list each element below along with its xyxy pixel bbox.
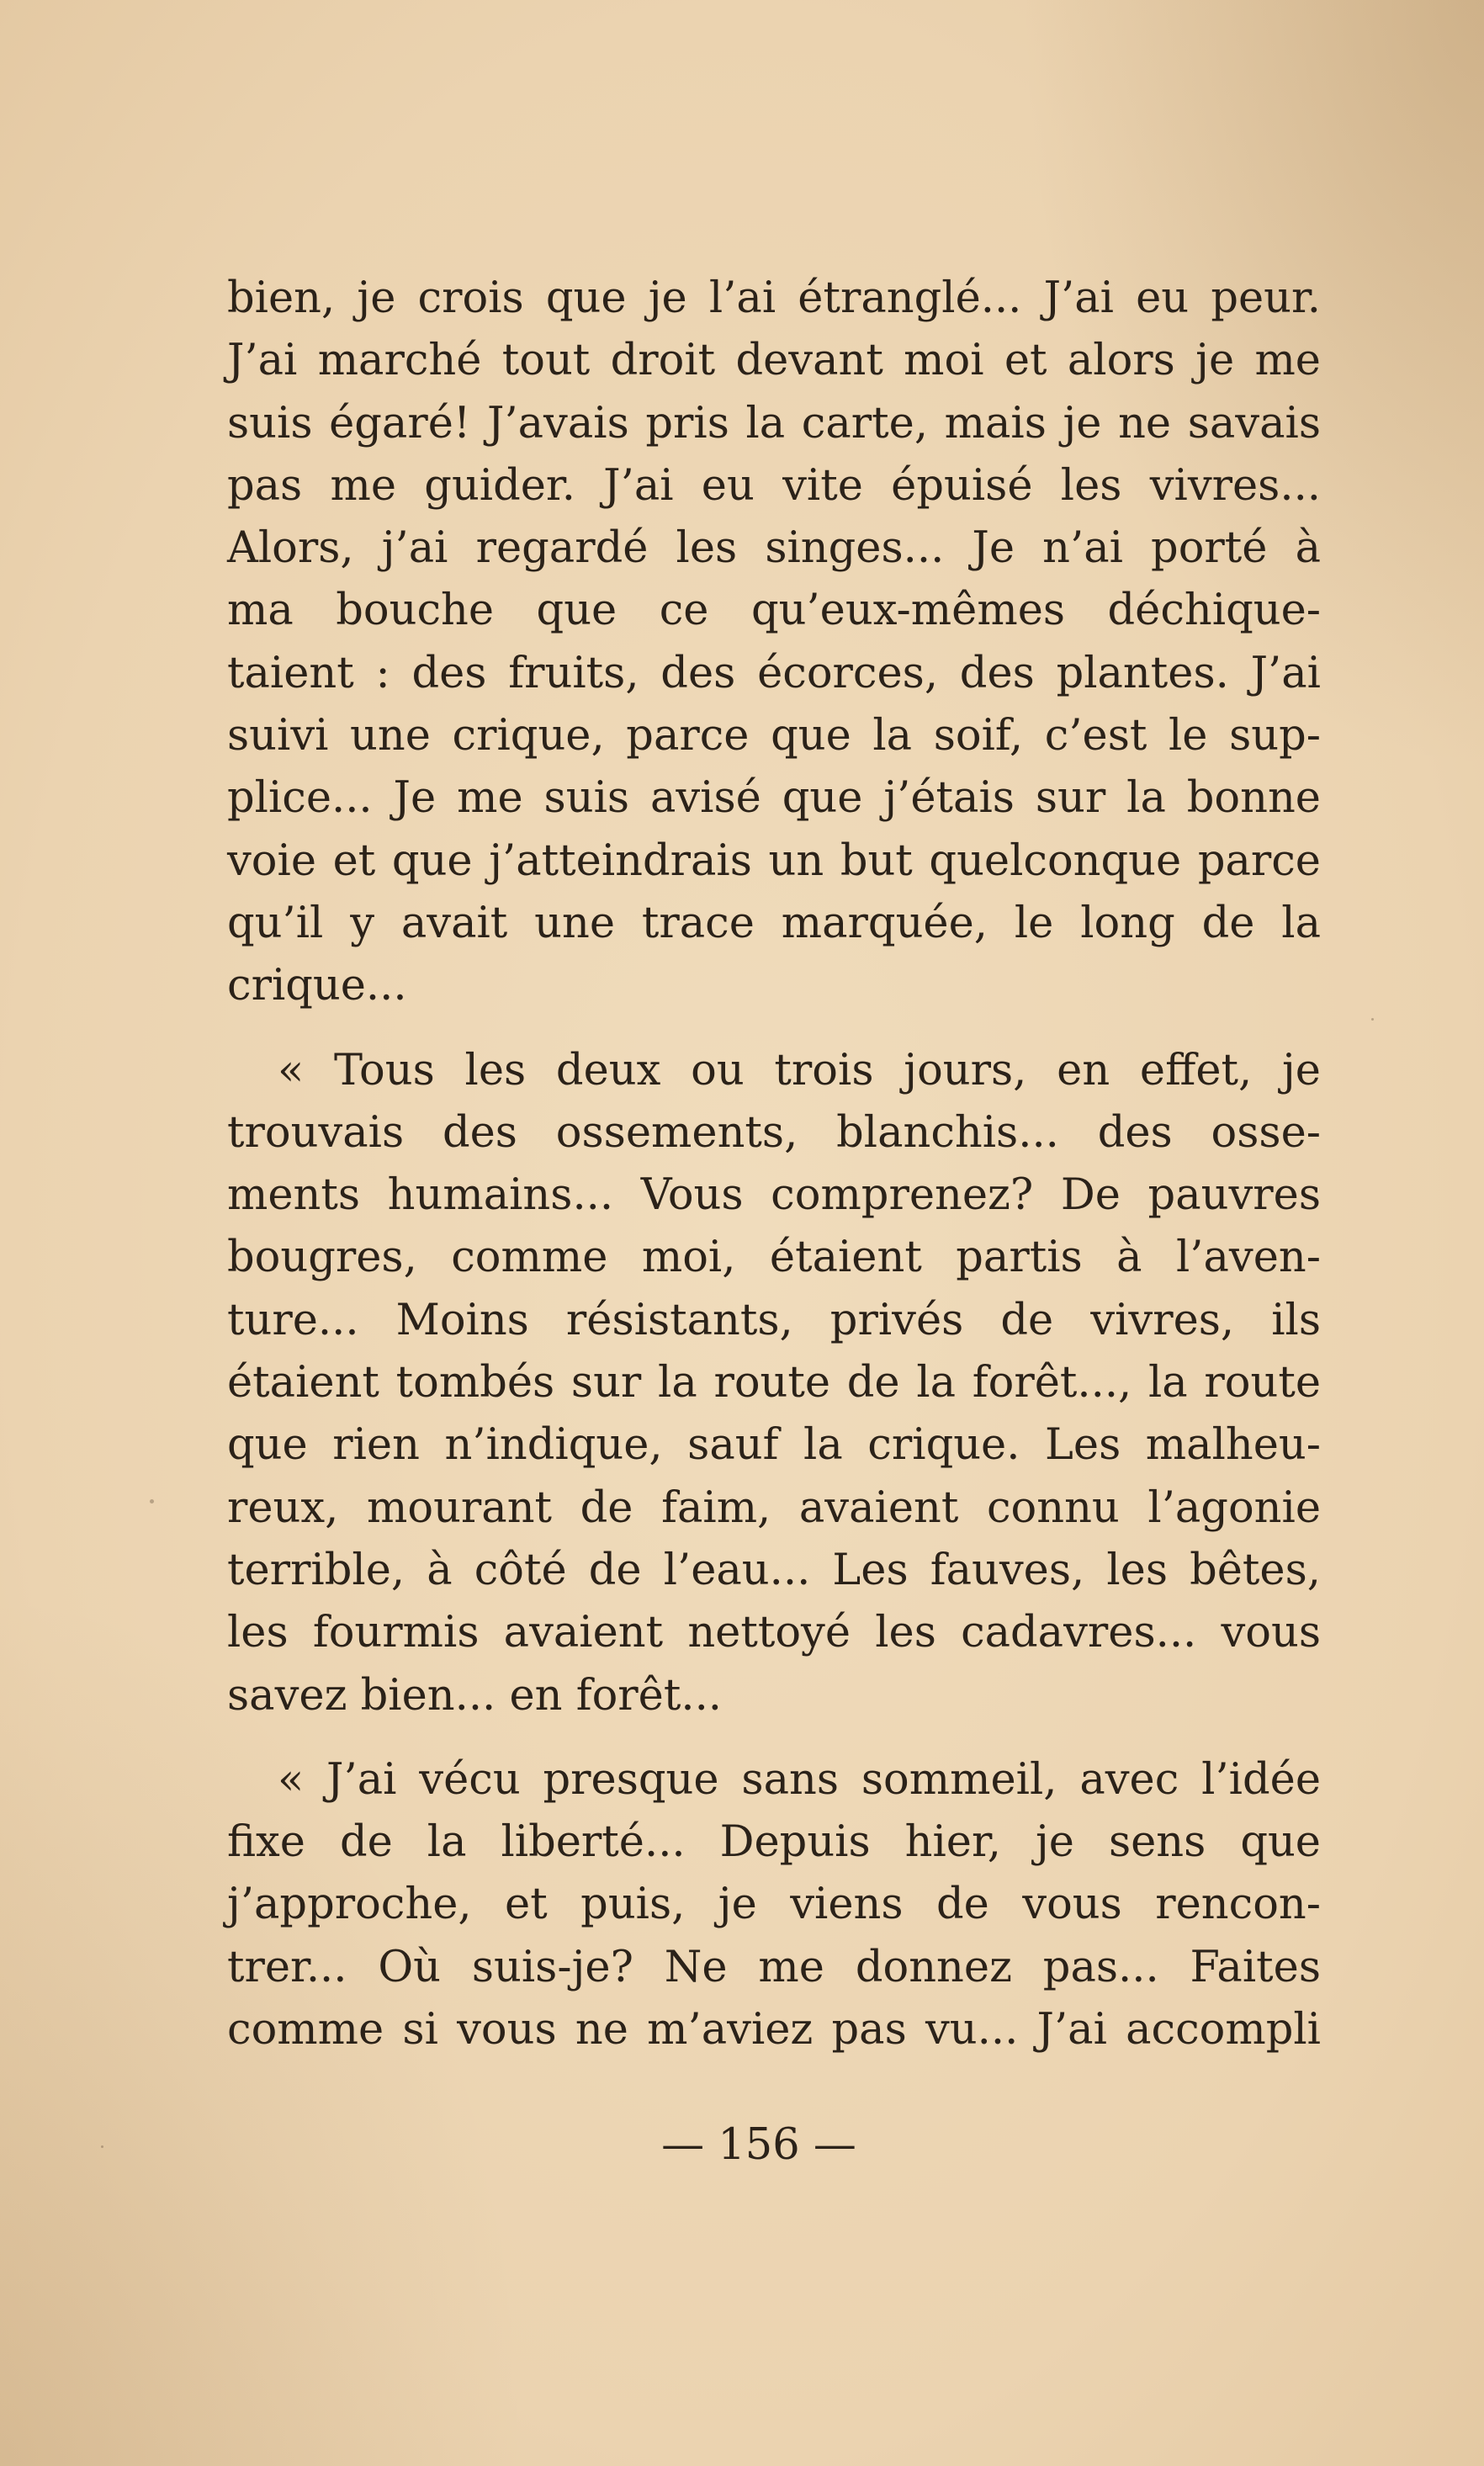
text-line: bougres, comme moi, étaient partis à l’aven-: [227, 1233, 1321, 1283]
paper-speck: [1371, 1018, 1374, 1021]
text-line: voie et que j’atteindrais un but quelconque parce: [227, 835, 1321, 886]
text-line: j’approche, et puis, je viens de vous rencon-: [227, 1880, 1321, 1930]
text-line: terrible, à côté de l’eau... Les fauves, les bêtes,: [227, 1545, 1321, 1595]
paper-speck: [101, 2145, 103, 2148]
text-line: suis égaré! J’avais pris la carte, mais je ne savais: [227, 398, 1321, 448]
text-line: que rien n’indique, sauf la crique. Les malheu-: [227, 1420, 1321, 1471]
text-line: comme si vous ne m’aviez pas vu... J’ai accompli: [227, 2005, 1321, 2055]
text-line: bien, je crois que je l’ai étranglé... J’ai eu peur.: [227, 273, 1321, 323]
text-line: « J’ai vécu presque sans sommeil, avec l’idée: [278, 1754, 1321, 1805]
text-line: J’ai marché tout droit devant moi et alors je me: [227, 336, 1321, 386]
paragraph-gap: [227, 1018, 1321, 1040]
text-line: étaient tombés sur la route de la forêt..., la route: [227, 1358, 1321, 1408]
text-line: ments humains... Vous comprenez? De pauvres: [227, 1170, 1321, 1221]
text-line: plice... Je me suis avisé que j’étais sur la bonne: [227, 773, 1321, 824]
text-line: les fourmis avaient nettoyé les cadavres... vous: [227, 1608, 1321, 1658]
text-line: fixe de la liberté... Depuis hier, je sens que: [227, 1817, 1321, 1868]
paragraph-gap: [227, 1727, 1321, 1749]
text-line: taient : des fruits, des écorces, des plantes. J’ai: [227, 648, 1321, 698]
text-line: trer... Où suis-je? Ne me donnez pas... Faites: [227, 1942, 1321, 1992]
text-line: ma bouche que ce qu’eux-mêmes déchique-: [227, 586, 1321, 636]
text-line: trouvais des ossements, blanchis... des osse-: [227, 1107, 1321, 1158]
page-number: — 156 —: [661, 2120, 856, 2170]
paper-speck: [150, 1499, 154, 1503]
text-line: pas me guider. J’ai eu vite épuisé les vivres...: [227, 460, 1321, 511]
text-line: savez bien... en forêt...: [227, 1670, 722, 1721]
text-line: ture... Moins résistants, privés de vivres, ils: [227, 1295, 1321, 1345]
text-line: Alors, j’ai regardé les singes... Je n’ai porté à: [227, 523, 1321, 574]
body-text: [227, 268, 1321, 2061]
text-line: qu’il y avait une trace marquée, le long de la: [227, 898, 1321, 948]
text-line: « Tous les deux ou trois jours, en effet, je: [278, 1045, 1321, 1095]
text-line: suivi une crique, parce que la soif, c’est le sup-: [227, 711, 1321, 761]
text-line: crique...: [227, 961, 407, 1011]
text-line: reux, mourant de faim, avaient connu l’agonie: [227, 1482, 1321, 1533]
